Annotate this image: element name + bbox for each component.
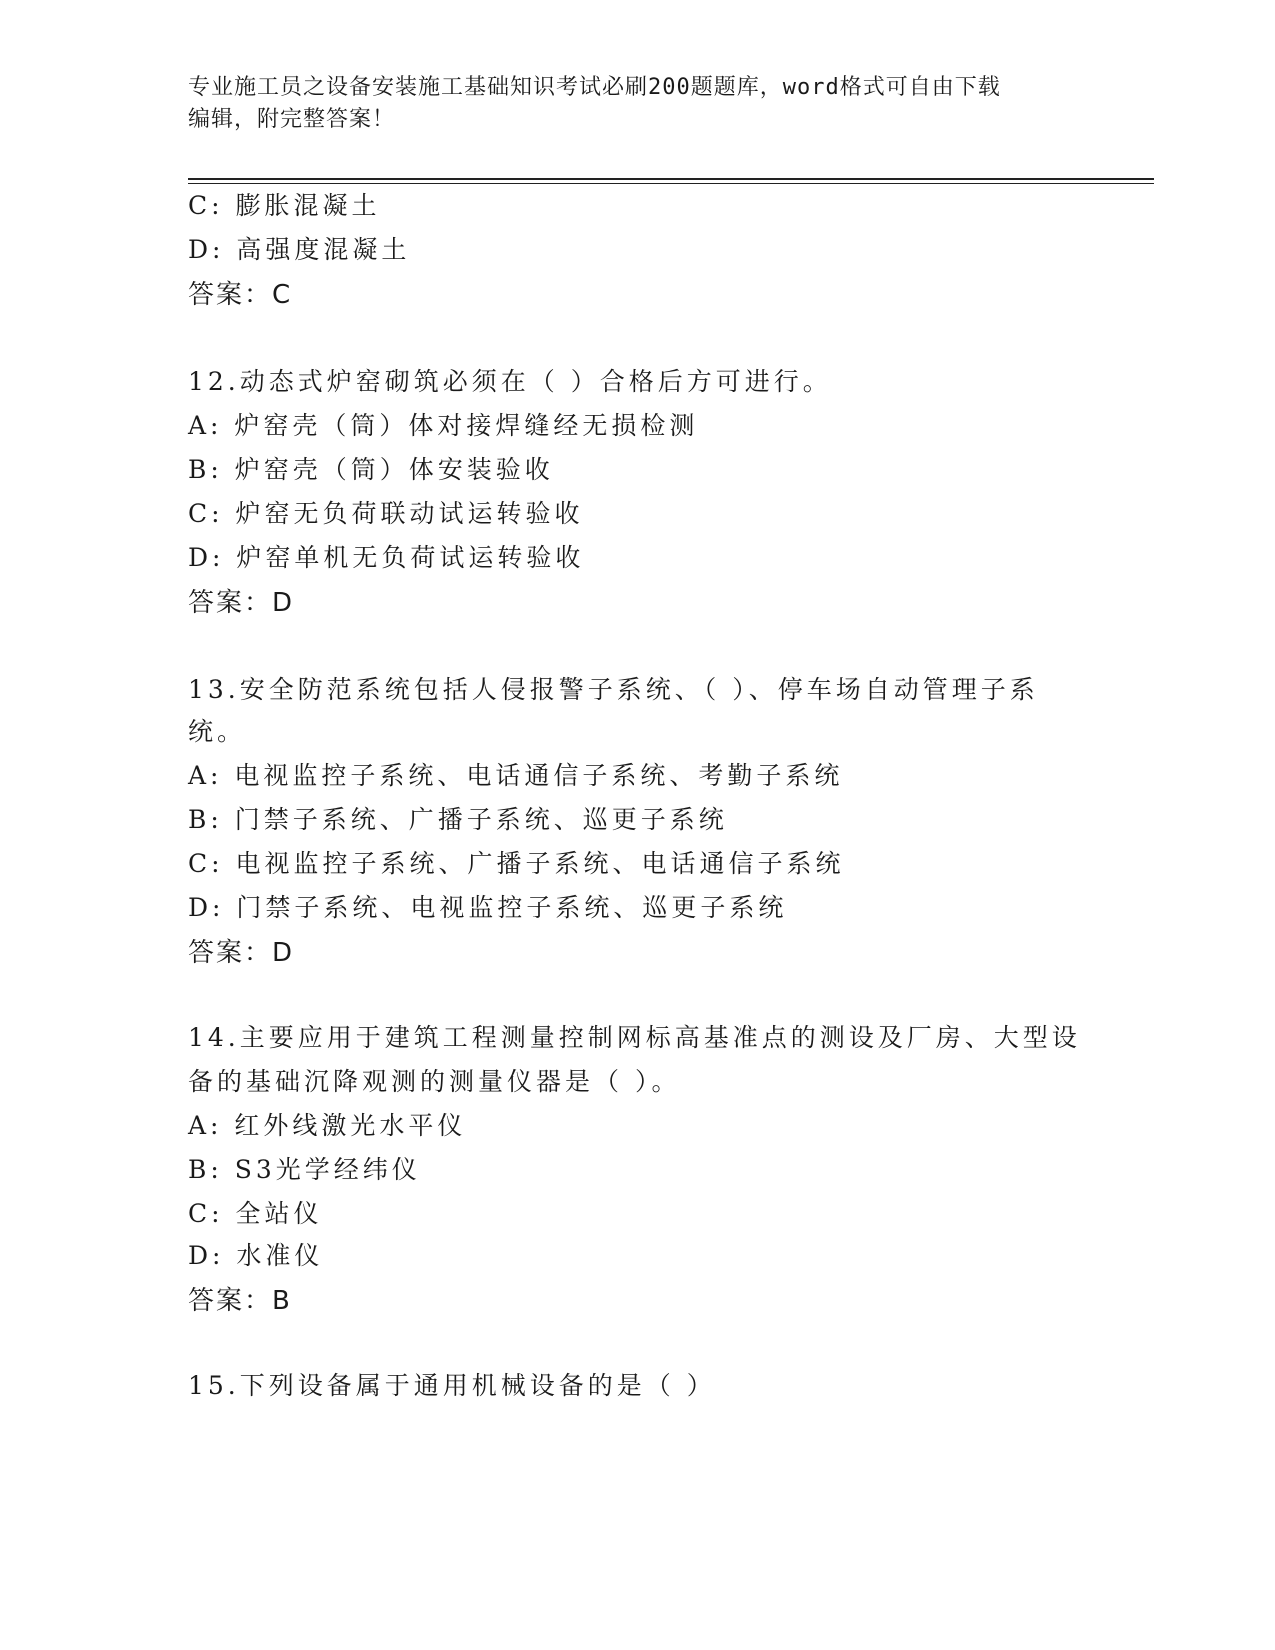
- q14-option-a: A: 红外线激光水平仪: [188, 1111, 467, 1140]
- header-rule-thick: [188, 178, 1154, 180]
- prev-option-c: C: 膨胀混凝土: [188, 191, 381, 220]
- header-title-line1: 专业施工员之设备安装施工基础知识考试必刷200题题库，word格式可自由下载: [188, 75, 1001, 100]
- q15-question: 15.下列设备属于通用机械设备的是（ ）: [188, 1371, 716, 1400]
- page-header: [188, 72, 1088, 136]
- q14-question-line1: 14.主要应用于建筑工程测量控制网标高基准点的测设及厂房、大型设: [188, 1023, 1081, 1052]
- q14-option-d: D: 水准仪: [188, 1241, 324, 1270]
- q13-option-d: D: 门禁子系统、电视监控子系统、巡更子系统: [188, 893, 788, 922]
- q14-question-line2: 备的基础沉降观测的测量仪器是（ ）。: [188, 1067, 681, 1096]
- q12-option-d: D: 炉窑单机无负荷试运转验收: [188, 543, 585, 572]
- prev-answer: 答案：C: [188, 280, 293, 310]
- q14-answer: 答案：B: [188, 1286, 292, 1316]
- q12-option-b: B: 炉窑壳（筒）体安装验收: [188, 455, 554, 484]
- q13-option-c: C: 电视监控子系统、广播子系统、电话通信子系统: [188, 849, 845, 878]
- q13-answer: 答案：D: [188, 938, 295, 968]
- q12-option-a: A: 炉窑壳（筒）体对接焊缝经无损检测: [188, 411, 699, 440]
- header-title-line2: 编辑，附完整答案！: [188, 107, 396, 132]
- q14-option-c: C: 全站仪: [188, 1199, 323, 1228]
- q12-option-c: C: 炉窑无负荷联动试运转验收: [188, 499, 584, 528]
- q13-option-b: B: 门禁子系统、广播子系统、巡更子系统: [188, 805, 728, 834]
- q14-option-b: B: S3光学经纬仪: [188, 1155, 421, 1184]
- q13-question-line2: 统。: [188, 717, 247, 746]
- q12-question: 12.动态式炉窑砌筑必须在（ ）合格后方可进行。: [188, 367, 832, 396]
- q12-answer: 答案：D: [188, 588, 295, 618]
- prev-option-d: D: 高强度混凝土: [188, 235, 411, 264]
- header-rule-thin: [188, 183, 1154, 184]
- q13-question-line1: 13.安全防范系统包括人侵报警子系统、（ ）、停车场自动管理子系: [188, 675, 1039, 704]
- q13-option-a: A: 电视监控子系统、电话通信子系统、考勤子系统: [188, 761, 844, 790]
